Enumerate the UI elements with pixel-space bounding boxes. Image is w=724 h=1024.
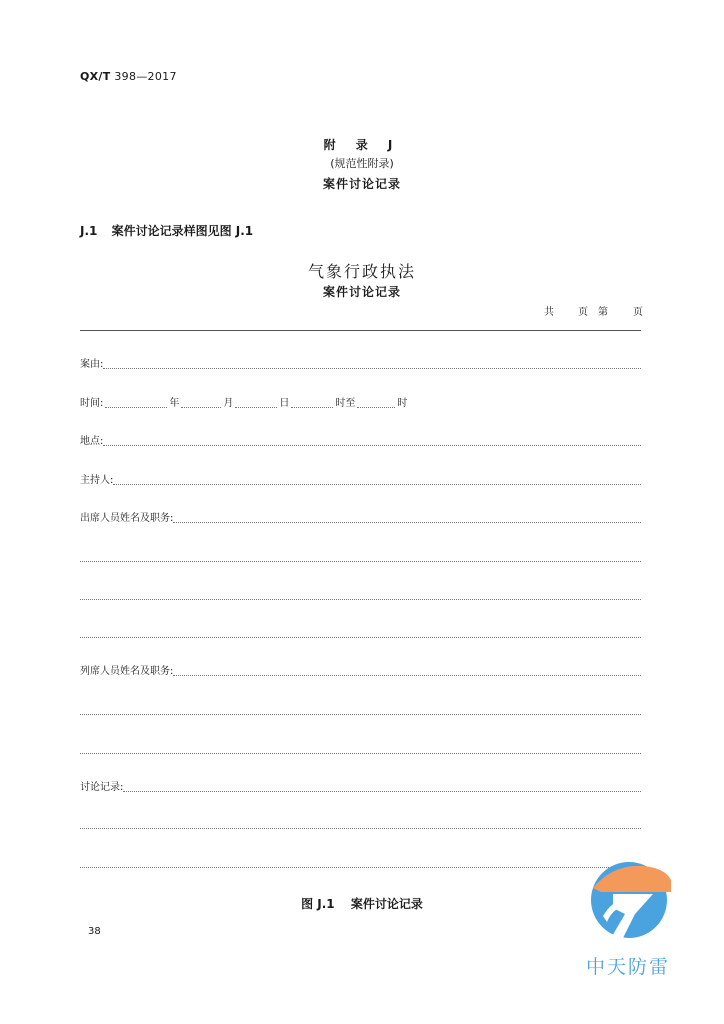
year-input[interactable] [105, 395, 167, 408]
standard-code: QX/T 398—2017 [80, 70, 177, 83]
attendees-line[interactable] [173, 510, 641, 523]
attendees-line-4[interactable] [80, 637, 641, 638]
page-number: 38 [88, 926, 101, 937]
record-line-3[interactable] [80, 867, 641, 868]
observers-line-3[interactable] [80, 753, 641, 754]
observers-label: 列席人员姓名及职务: [80, 666, 174, 677]
appendix-title: 附 录 J [323, 138, 401, 152]
start-hour-input[interactable] [291, 395, 333, 408]
observers-line[interactable] [173, 663, 641, 676]
attendees-line-3[interactable] [80, 599, 641, 600]
attendees-label: 出席人员姓名及职务: [80, 513, 174, 524]
time-label: 时间: [80, 398, 104, 409]
form-title: 气象行政执法 [307, 262, 416, 281]
clause-text: 案件讨论记录样图见图 J.1 [111, 224, 254, 238]
cause-line[interactable] [103, 356, 641, 369]
host-line[interactable] [113, 472, 641, 485]
end-hour-input[interactable] [357, 395, 395, 408]
watermark-brand: 中天防雷 [585, 956, 670, 978]
logo-orange-arc [593, 866, 671, 892]
record-field[interactable] [80, 778, 641, 794]
clause-j1 [80, 222, 253, 239]
day-input[interactable] [235, 395, 277, 408]
host-field[interactable] [80, 471, 641, 487]
observers-line-2[interactable] [80, 714, 641, 715]
cause-field[interactable] [80, 355, 641, 371]
record-line-2[interactable] [80, 828, 641, 829]
form-subtitle: 案件讨论记录 [322, 285, 401, 299]
record-label: 讨论记录: [80, 782, 124, 793]
zhongtian-logo-icon [583, 858, 675, 940]
attendees-field[interactable] [80, 509, 641, 525]
appendix-name: 案件讨论记录 [322, 177, 401, 191]
time-field: 时间: 年 月 日 时至 时 [80, 394, 641, 410]
figure-title: 案件讨论记录 [350, 897, 423, 911]
place-field[interactable] [80, 432, 641, 448]
clause-number: J.1 [80, 224, 98, 238]
appendix-type: (规范性附录) [330, 157, 394, 170]
place-line[interactable] [103, 433, 641, 446]
attendees-line-2[interactable] [80, 561, 641, 562]
form-top-rule [80, 330, 641, 331]
figure-number: 图 J.1 [301, 897, 335, 911]
record-line[interactable] [123, 779, 641, 792]
observers-field[interactable] [80, 662, 641, 678]
cause-label: 案由: [80, 359, 104, 370]
month-input[interactable] [181, 395, 221, 408]
place-label: 地点: [80, 436, 104, 447]
host-label: 主持人: [80, 475, 114, 486]
